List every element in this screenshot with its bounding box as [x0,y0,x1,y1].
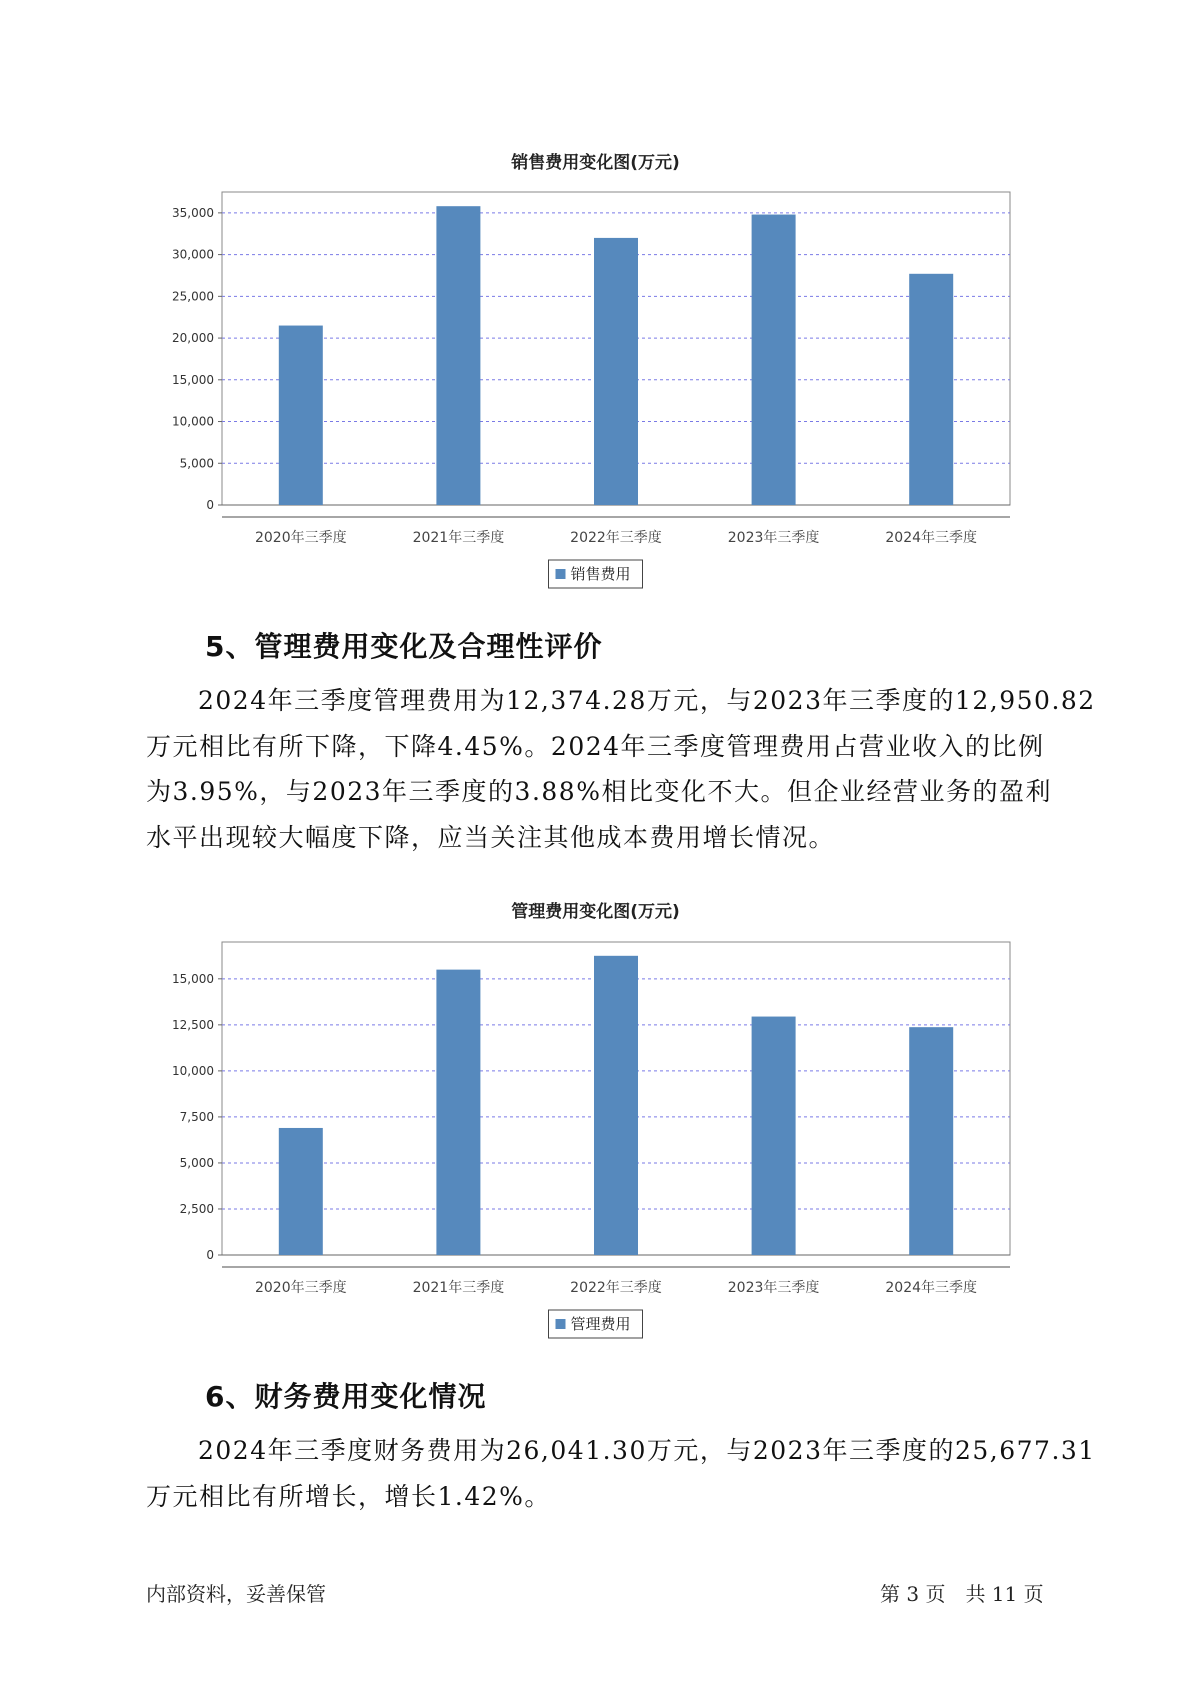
paragraph-line: 水平出现较大幅度下降，应当关注其他成本费用增长情况。 [146,822,836,852]
y-tick-label: 12,500 [172,1017,214,1032]
bar [752,215,796,505]
section-6-heading: 6、财务费用变化情况 [205,1380,487,1413]
y-tick-label: 30,000 [172,247,214,262]
sales-expense-chart [0,180,1191,600]
y-tick-label: 7,500 [179,1109,214,1124]
paragraph-line: 万元相比有所下降，下降4.45%。2024年三季度管理费用占营业收入的比例 [146,731,1045,761]
y-tick-label: 0 [206,498,214,512]
y-tick-label: 15,000 [172,971,214,986]
x-tick-label: 2024年三季度 [885,530,978,546]
y-tick-label: 10,000 [172,414,214,429]
legend-swatch [556,569,566,579]
y-tick-label: 20,000 [172,331,214,346]
legend-label: 管理费用 [570,1315,631,1333]
y-tick-label: 0 [206,1248,214,1262]
y-tick-label: 5,000 [179,456,214,471]
admin-expense-chart [0,930,1191,1350]
bar [752,1017,796,1255]
paragraph-line: 2024年三季度管理费用为12,374.28万元，与2023年三季度的12,950.82 [198,686,1096,715]
section-6-paragraph [146,1428,1096,1519]
footer-left: 内部资料，妥善保管 [146,1582,326,1606]
paragraph-line: 万元相比有所增长，增长1.42%。 [146,1481,551,1511]
x-tick-label: 2021年三季度 [412,530,505,546]
x-tick-label: 2023年三季度 [727,530,820,546]
bar [594,956,638,1255]
y-tick-label: 5,000 [179,1155,214,1170]
x-tick-label: 2020年三季度 [254,530,347,546]
bar [909,274,953,505]
legend-swatch [556,1319,566,1329]
x-tick-label: 2020年三季度 [254,1280,347,1296]
y-tick-label: 35,000 [172,205,214,220]
legend-label: 销售费用 [570,565,631,583]
bar [909,1027,953,1255]
y-tick-label: 15,000 [172,372,214,387]
y-tick-label: 2,500 [179,1201,214,1216]
footer-page-number: 第 3 页 共 11 页 [880,1582,1044,1606]
sales-chart-title: 销售费用变化图(万元) [511,153,680,173]
section-5-paragraph [146,678,1096,860]
x-tick-label: 2022年三季度 [570,530,662,546]
y-tick-label: 10,000 [172,1063,214,1078]
x-tick-label: 2023年三季度 [727,1280,820,1296]
bar [436,970,480,1255]
bar [594,238,638,505]
x-tick-label: 2024年三季度 [885,1280,978,1296]
x-tick-label: 2022年三季度 [570,1280,662,1296]
admin-chart-title: 管理费用变化图(万元) [511,902,680,922]
paragraph-line: 2024年三季度财务费用为26,041.30万元，与2023年三季度的25,677.31 [198,1436,1096,1465]
bar [436,206,480,505]
x-tick-label: 2021年三季度 [412,1280,505,1296]
paragraph-line: 为3.95%，与2023年三季度的3.88%相比变化不大。但企业经营业务的盈利 [146,777,1052,806]
bar [279,1128,323,1255]
section-5-heading: 5、管理费用变化及合理性评价 [205,630,603,663]
bar [279,326,323,505]
y-tick-label: 25,000 [172,289,214,304]
